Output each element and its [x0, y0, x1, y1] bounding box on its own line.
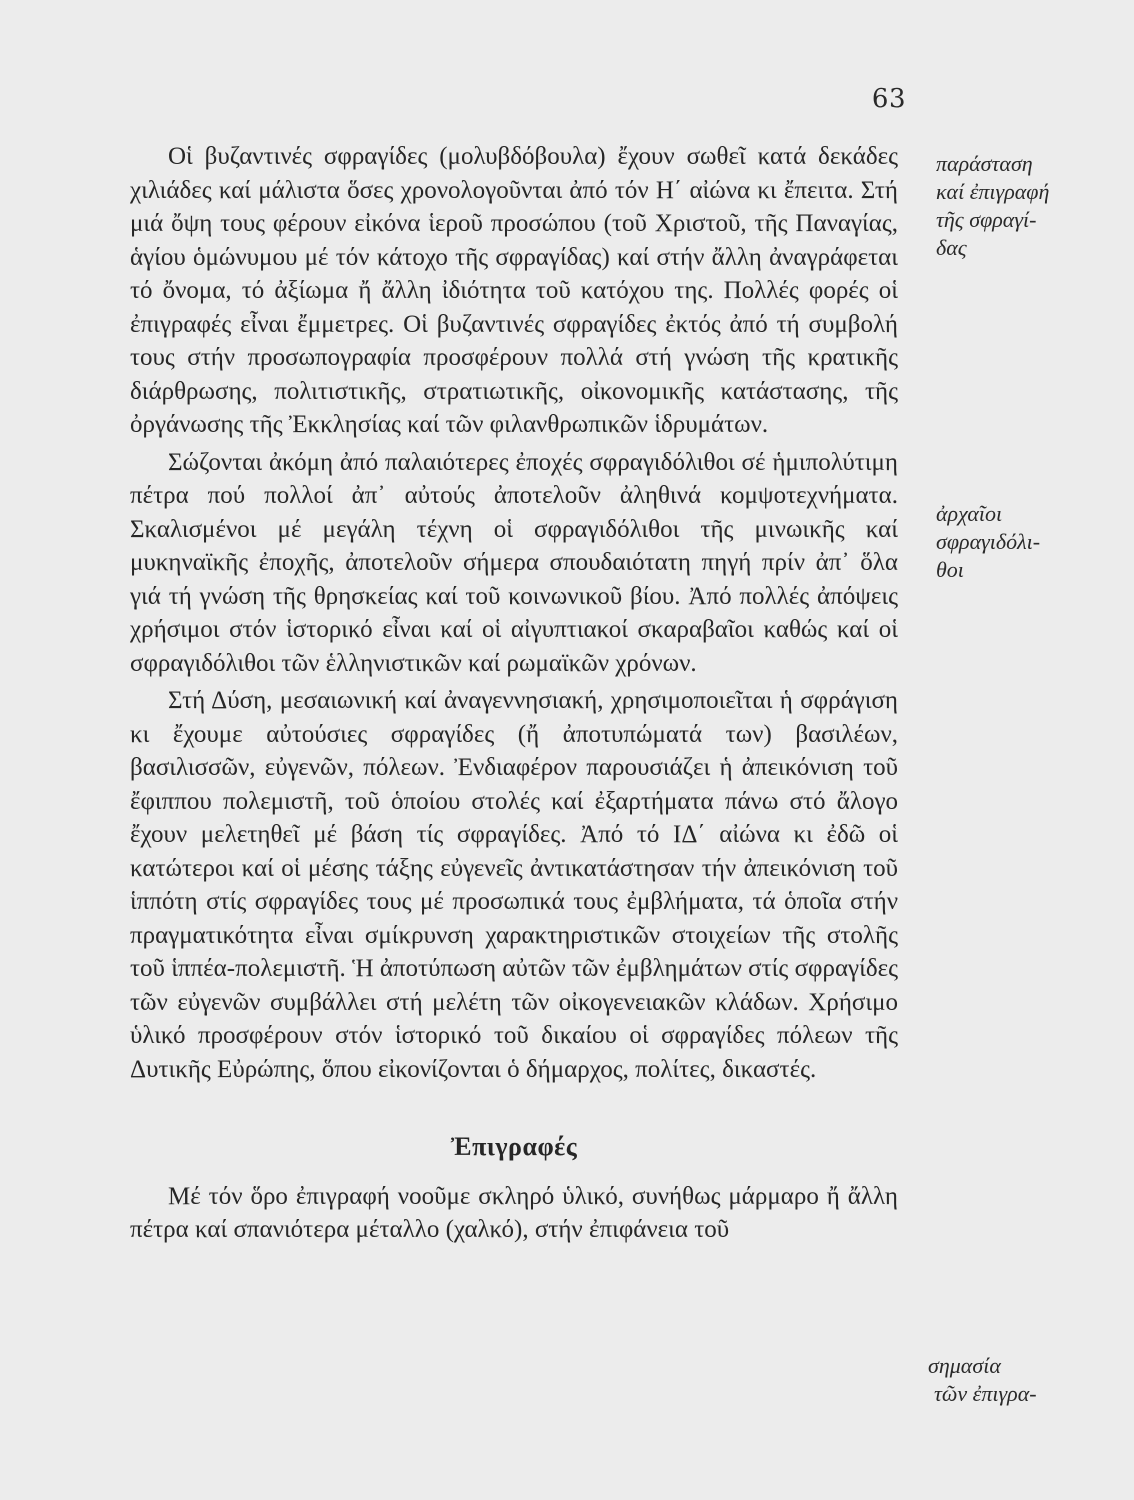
margin-note-line: ἀρχαῖοι: [936, 501, 1003, 526]
paragraph-byzantine-seals: Οἱ βυζαντινές σφραγίδες (μολυβδόβουλα) ἔχουν σωθεῖ κατά δεκάδες χιλιάδες καί μάλιστα ὅσες χρονολογοῦνται ἀπό τόν Η΄ αἰώνα κι ἔπειτα. Στή μιά ὄψη τους φέρουν εἰκόνα ἱεροῦ προσώπου (τοῦ Χριστοῦ, τῆς Παναγίας, ἁγίου ὁμώνυμου μέ τόν κάτοχο τῆς σφραγίδας) καί στήν ἄλλη ἀναγράφεται τό ὄνομα, τό ἀξίωμα ἤ ἄλλη ἰδιότητα τοῦ κατόχου της. Πολλές φορές οἱ ἐπιγραφές εἶναι ἔμμετρες. Οἱ βυζαντινές σφραγίδες ἐκτός ἀπό τή συμβολή τους στήν προσωπογραφία προσφέρουν πολλά στή γνώση τῆς κρατικῆς διάρθρωσης, πολιτιστικῆς, στρατιωτικῆς, οἰκονομικῆς κατάστασης, τῆς ὀργάνωσης τῆς Ἐκκλησίας καί τῶν φιλανθρωπικῶν ἱδρυμάτων.: [130, 143, 898, 438]
margin-note-ancient-sealstones: [936, 500, 1076, 584]
paragraph-western-seals: Στή Δύση, μεσαιωνική καί ἀναγεννησιακή, χρησιμοποιεῖται ἡ σφράγιση κι ἔχουμε αὐτούσιες σφραγίδες (ἤ ἀποτυπώματά των) βασιλέων, βασιλισσῶν, εὐγενῶν, πόλεων. Ἐνδιαφέρον παρουσιάζει ἡ ἀπεικόνιση τοῦ ἔφιππου πολεμιστῆ, τοῦ ὁποίου στολές καί ἐξαρτήματα πάνω στό ἄλογο ἔχουν μελετηθεῖ μέ βάση τίς σφραγίδες. Ἀπό τό ΙΔ΄ αἰώνα κι ἐδῶ οἱ κατώτεροι καί οἱ μέσης τάξης εὐγενεῖς ἀντικατάστησαν τήν ἀπεικόνιση τοῦ ἱππότη στίς σφραγίδες τους μέ προσωπικά τους ἐμβλήματα, τά ὁποῖα στήν πραγματικότητα εἶναι σμίκρυνση χαρακτηριστικῶν στοιχείων τῆς στολῆς τοῦ ἱππέα-πολεμιστῆ. Ἡ ἀποτύπωση αὐτῶν τῶν ἐμβλημάτων στίς σφραγίδες τῶν εὐγενῶν συμβάλλει στή μελέτη τῶν οἰκογενειακῶν κλάδων. Χρήσιμο ὑλικό προσφέρουν στόν ἱστορικό τοῦ δικαίου οἱ σφραγίδες πόλεων τῆς Δυτικῆς Εὐρώπης, ὅπου εἰκονίζονται ὁ δήμαρχος, πολίτες, δικαστές.: [130, 687, 898, 1083]
page-number: 63: [871, 84, 906, 114]
section-heading-inscriptions: Ἐπιγραφές: [450, 1132, 578, 1161]
paragraph-inscriptions: Μέ τόν ὅρο ἐπιγραφή νοοῦμε σκληρό ὑλικό, συνήθως μάρμαρο ἤ ἄλλη πέτρα καί σπανιότερα μέταλλο (χαλκό), στήν ἐπιφάνεια τοῦ: [130, 1182, 898, 1243]
margin-note-line: δας: [936, 235, 967, 260]
margin-note-line: καί ἐπιγραφή: [936, 179, 1050, 204]
margin-note-line: παράσταση: [936, 151, 1033, 176]
margin-note-line: τῶν ἐπιγρα-: [934, 1381, 1037, 1406]
margin-note-line: σημασία: [928, 1353, 1001, 1378]
margin-note-line: θοι: [936, 557, 964, 582]
margin-note-seal-depiction: [936, 150, 1076, 262]
margin-note-line: σφραγιδόλι-: [936, 529, 1041, 554]
margin-note-inscriptions-importance: [928, 1352, 1068, 1408]
main-text-column: [130, 140, 898, 1247]
paragraph-ancient-sealstones: Σώζονται ἀκόμη ἀπό παλαιότερες ἐποχές σφραγιδόλιθοι σέ ἡμιπολύτιμη πέτρα πού πολλοί ἀπ᾽ αὐτούς ἀποτελοῦν ἀληθινά κομψοτεχνήματα. Σκαλισμένοι μέ μεγάλη τέχνη οἱ σφραγιδόλιθοι τῆς μινωικῆς καί μυκηναϊκῆς ἐποχῆς, ἀποτελοῦν σήμερα σπουδαιότατη πηγή πρίν ἀπ᾽ ὅλα γιά τή γνώση τῆς θρησκείας καί τοῦ κοινωνικοῦ βίου. Ἀπό πολλές ἀπόψεις χρήσιμοι στόν ἱστορικό εἶναι καί οἱ αἰγυπτιακοί σκαραβαῖοι καθώς καί οἱ σφραγιδόλιθοι τῶν ἑλληνιστικῶν καί ρωμαϊκῶν χρόνων.: [130, 448, 898, 677]
margin-note-line: τῆς σφραγί-: [936, 207, 1037, 232]
